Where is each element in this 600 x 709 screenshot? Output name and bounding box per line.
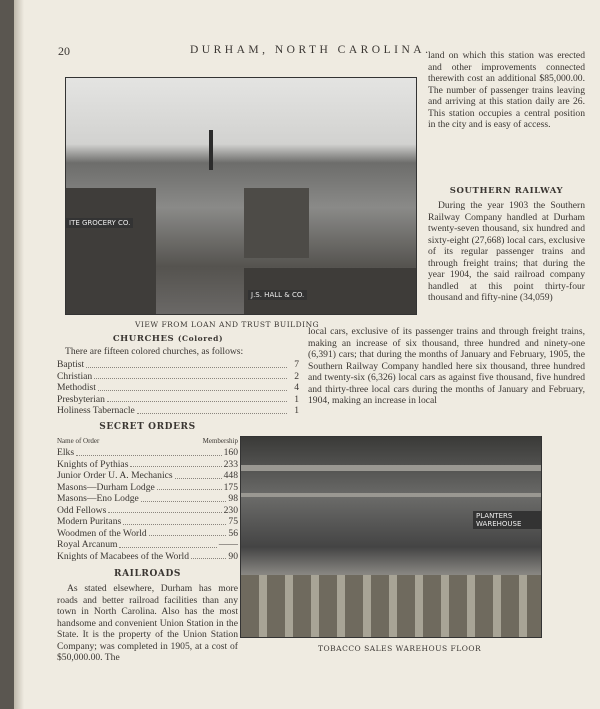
item-name: Knights of Pythias: [57, 458, 129, 470]
item-value: 4: [294, 382, 299, 393]
secret-orders-column-headers: [57, 437, 238, 445]
secret-orders-list: [57, 447, 238, 562]
list-item: [57, 539, 238, 551]
dot-leader: [175, 470, 222, 479]
dot-leader: [191, 551, 226, 560]
item-value: 230: [223, 504, 238, 516]
list-item: [57, 405, 299, 417]
dot-leader: [123, 516, 226, 525]
dot-leader: [149, 528, 226, 537]
item-value: 160: [223, 447, 238, 458]
item-name: Masons—Durham Lodge: [57, 481, 155, 493]
photo-tobacco-sales-warehouse-floor: [240, 436, 542, 638]
list-item: [57, 505, 238, 517]
item-value: 1: [294, 393, 299, 405]
dot-leader: [107, 394, 287, 403]
roof-beam: [241, 493, 541, 497]
photo1-caption: VIEW FROM LOAN AND TRUST BUILDING: [135, 320, 320, 329]
list-item: [57, 459, 238, 471]
item-value: 2: [294, 370, 299, 382]
building-left: [66, 188, 156, 314]
dot-leader: [76, 447, 222, 456]
list-item: [57, 482, 238, 494]
list-item: [57, 470, 238, 482]
churches-heading-suffix: (Colored): [177, 334, 224, 343]
list-item: [57, 551, 238, 563]
page-number: 20: [58, 44, 70, 58]
smokestack: [209, 130, 213, 170]
southern-railway-text-continued: local cars, exclusive of its passenger trains and through freight trains, making an increase of six thousand, three hundred and ninety-one (6,391) cars; that during the months of January and February, 1905, the Southern Railway Company handled here six thousand, three hundred and twenty-six (6,326) local cars as against five thousand, five hundred and thirty-three local cars during the months of January and February, 1904, making an increase in local: [308, 326, 585, 406]
churches-intro: There are fifteen colored churches, as follows:: [65, 346, 244, 357]
book-spine-shadow: [14, 0, 24, 709]
photo2-caption: TOBACCO SALES WAREHOUS FLOOR: [318, 644, 482, 653]
list-item: [57, 528, 238, 540]
dot-leader: [108, 505, 221, 514]
churches-list: [57, 359, 299, 417]
item-value: 56: [228, 527, 238, 539]
item-name: Woodmen of the World: [57, 527, 147, 539]
secret-orders-heading: SECRET ORDERS: [99, 422, 196, 432]
item-name: Holiness Tabernacle: [57, 405, 135, 416]
southern-railway-text: During the year 1903 the Southern Railway Company handled at Durham twenty-seven thousand, six hundred and sixty-eight (27,668) local cars, exclusive of its regular passenger trains and through freight trains; that during the year 1904, the said railroad company handled at this point thirty-four thousand and fifty-nine (34,059): [428, 200, 585, 303]
dot-leader: [130, 459, 221, 468]
list-item: [57, 371, 299, 383]
list-item: [57, 359, 299, 371]
item-value: 448: [223, 470, 238, 481]
roof-beam: [241, 465, 541, 471]
item-value: 98: [228, 493, 238, 504]
dot-leader: [98, 382, 287, 391]
churches-heading-text: CHURCHES: [112, 334, 175, 344]
item-value: 7: [294, 359, 299, 370]
item-name: Junior Order U. A. Mechanics: [57, 470, 173, 481]
list-item: [57, 394, 299, 406]
building-center: [244, 188, 309, 258]
item-name: Masons—Eno Lodge: [57, 493, 139, 504]
list-item: [57, 493, 238, 505]
southern-railway-heading: SOUTHERN RAILWAY: [449, 186, 564, 196]
railroads-heading: RAILROADS: [113, 569, 181, 579]
churches-heading: [57, 334, 279, 344]
column-header-name: Name of Order: [57, 437, 100, 445]
dot-leader: [94, 371, 287, 380]
union-station-text: land on which this station was erected and other improvements connected therewith cost an additional $85,000.00. The number of passenger trains leaving and arriving at this station daily are 26. This station occupies a central position in the city and is easy of access.: [428, 50, 585, 130]
item-value: 90: [228, 550, 238, 562]
item-value: 233: [223, 458, 238, 470]
item-name: Christian: [57, 370, 93, 382]
photo-sign: PLANTERS WAREHOUSE: [473, 511, 541, 529]
dot-leader: [119, 539, 216, 548]
railroads-text: As stated elsewhere, Durham has more roads and better railroad facilities than any town in North Carolina. Also has the most handsome and convenient Union Station in the State. It is the property of the Union Station Company; was completed in 1905, at a cost of $50,000.00. The: [57, 583, 238, 663]
item-value: 75: [228, 516, 238, 527]
item-value: 1: [294, 405, 299, 416]
item-value: 175: [223, 481, 238, 493]
dot-leader: [157, 482, 222, 491]
item-value: ——: [218, 539, 238, 550]
photo-view-from-loan-and-trust-building: [65, 77, 417, 315]
item-name: Odd Fellows: [57, 504, 107, 516]
dot-leader: [86, 359, 287, 368]
list-item: [57, 447, 238, 459]
list-item: [57, 382, 299, 394]
list-item: [57, 516, 238, 528]
photo-sign: ITE GROCERY CO.: [66, 218, 133, 228]
item-name: Methodist: [57, 382, 96, 393]
item-name: Elks: [57, 447, 75, 458]
item-name: Modern Puritans: [57, 516, 122, 527]
dot-leader: [137, 405, 287, 414]
item-name: Knights of Macabees of the World: [57, 550, 189, 562]
column-header-membership: Membership: [202, 437, 238, 445]
tobacco-piles: [241, 575, 541, 637]
item-name: Presbyterian: [57, 393, 105, 405]
running-header: DURHAM, NORTH CAROLINA.: [190, 44, 432, 56]
photo-sign: J.S. HALL & CO.: [248, 290, 307, 300]
item-name: Royal Arcanum: [57, 539, 118, 550]
dot-leader: [141, 493, 226, 502]
item-name: Baptist: [57, 359, 85, 370]
